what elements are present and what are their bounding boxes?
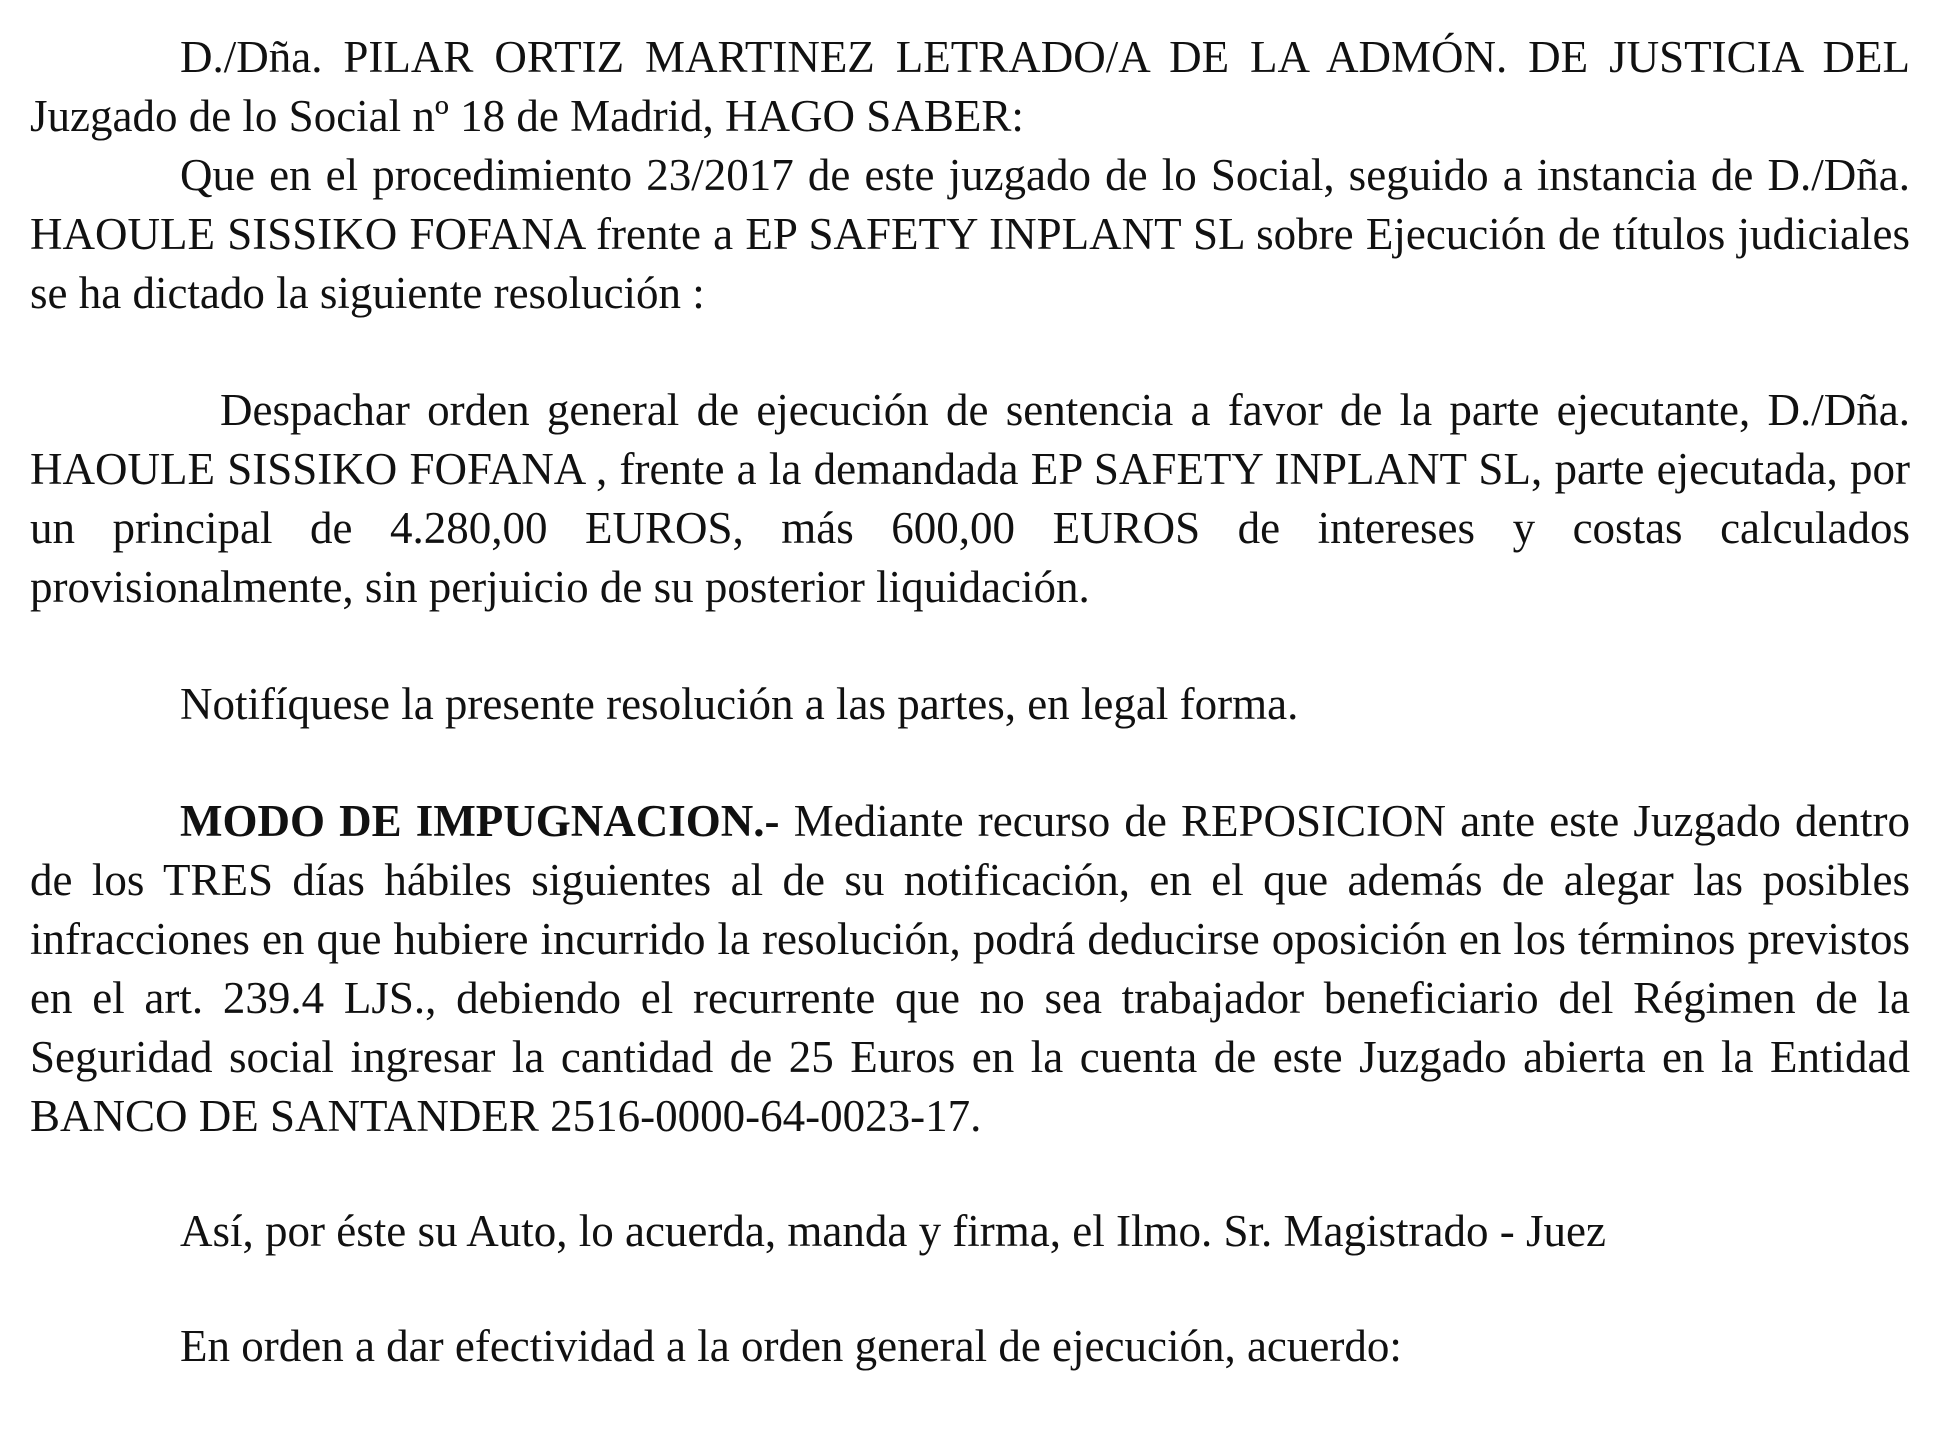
paragraph-impugnation xyxy=(30,792,1910,1146)
paragraph-heading: D./Dña. PILAR ORTIZ MARTINEZ LETRADO/A DE LA ADMÓN. DE JUSTICIA DEL Juzgado de lo Social nº 18 de Madrid, HAGO SABER: xyxy=(30,32,1910,141)
paragraph-order: Despachar orden general de ejecución de sentencia a favor de la parte ejecutante, D./Dña. HAOULE SISSIKO FOFANA , frente a la demandada EP SAFETY INPLANT SL, parte ejecutada, por un principal de 4.280,00 EUROS, más 600,00 EUROS de intereses y costas calculados provisionalmente, sin perjuicio de su posterior liquidación. xyxy=(30,385,1910,612)
paragraph-execution: En orden a dar efectividad a la orden general de ejecución, acuerdo: xyxy=(180,1321,1402,1371)
document-page xyxy=(30,28,1910,1376)
paragraph-auto: Así, por éste su Auto, lo acuerda, manda y firma, el Ilmo. Sr. Magistrado - Juez xyxy=(180,1206,1606,1256)
impugnation-heading: MODO DE IMPUGNACION.- xyxy=(180,796,780,846)
impugnation-body: Mediante recurso de REPOSICION ante este Juzgado dentro de los TRES días hábiles siguientes al de su notificación, en el que además de alegar las posibles infracciones en que hubiere incurrido la resolución, podrá deducirse oposición en los términos previstos en el art. 239.4 LJS., debiendo el recurrente que no sea trabajador beneficiario del Régimen de la Seguridad social ingresar la cantidad de 25 Euros en la cuenta de este Juzgado abierta en la Entidad BANCO DE SANTANDER 2516-0000-64-0023-17. xyxy=(30,796,1911,1141)
paragraph-notify: Notifíquese la presente resolución a las partes, en legal forma. xyxy=(180,679,1299,729)
paragraph-procedure: Que en el procedimiento 23/2017 de este juzgado de lo Social, seguido a instancia de D./Dña. HAOULE SISSIKO FOFANA frente a EP SAFETY INPLANT SL sobre Ejecución de títulos judiciales se ha dictado la siguiente resolución : xyxy=(30,150,1910,318)
